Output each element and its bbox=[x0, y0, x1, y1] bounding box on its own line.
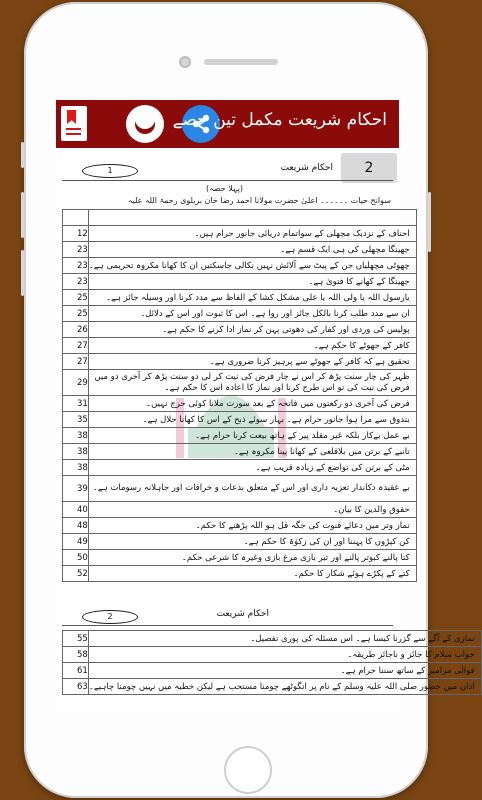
running-title: احکام شریعت bbox=[216, 609, 269, 619]
contents-table bbox=[62, 630, 482, 695]
page-number-cell: 40 bbox=[63, 502, 89, 518]
page-number-cell: 39 bbox=[63, 476, 89, 502]
table-row[interactable] bbox=[63, 663, 482, 679]
page-number-badge[interactable]: 2 bbox=[341, 153, 397, 183]
part-number-oval: 1 bbox=[82, 164, 138, 178]
topic-cell: ظہر کی چار سنت پڑھ کر اس نے چار فرض کی نیت کر لی دو سنت پڑھ کر آخری دو میں فرض کی نیت کی تو اس طرح کرنا اور نماز کا اعادہ اس کا حکم ہے۔ bbox=[88, 370, 416, 396]
topic-cell: یارسول اللہ یا ولی اللہ یا علی مشکل کشا کے الفاظ سے مدد کرنا اور وسیلہ جائز ہے۔ bbox=[88, 290, 416, 306]
night-mode-button[interactable] bbox=[126, 105, 164, 143]
topic-cell: پولیس کی وردی اور کفار کی دھوتی پہن کر نماز ادا کرنے کا حکم ہے۔ bbox=[88, 322, 416, 338]
page-number-cell: 26 bbox=[63, 322, 89, 338]
page-number-cell: 50 bbox=[63, 550, 89, 566]
table-row[interactable] bbox=[63, 444, 417, 460]
topic-cell: جھینگا مچھلی کی ہی ایک قسم ہے۔ bbox=[88, 242, 416, 258]
biography-line: سوانح حیات ۔۔۔۔۔۔ اعلیٰ حضرت مولانا احمد رضا خان بریلوی رحمۃ اللہ علیہ bbox=[127, 196, 391, 205]
page-number-cell: 25 bbox=[63, 306, 89, 322]
table-row[interactable] bbox=[63, 679, 482, 695]
table-row[interactable] bbox=[63, 370, 417, 396]
table-row[interactable] bbox=[63, 647, 482, 663]
topic-cell: مٹی کے برتن کی تواضع کے زیادہ قریب ہے۔ bbox=[88, 460, 416, 476]
table-row[interactable] bbox=[63, 322, 417, 338]
page-number-cell: 63 bbox=[63, 679, 89, 695]
page-number-cell: 49 bbox=[63, 534, 89, 550]
page-number-cell: 23 bbox=[63, 258, 89, 274]
topic-cell: احناف کے نزدیک مچھلی کے سواتمام دریائی جانور حرام ہیں۔ bbox=[88, 226, 416, 242]
part-label: (پہلا حصہ) bbox=[206, 184, 244, 193]
page-number-cell: 58 bbox=[63, 647, 89, 663]
table-row[interactable] bbox=[63, 631, 482, 647]
topic-cell: جواب سلام کا جائز و ناجائز طریقہ۔ bbox=[88, 647, 481, 663]
front-camera bbox=[179, 56, 191, 68]
page-number-cell: 35 bbox=[63, 412, 89, 428]
page-number-cell: 27 bbox=[63, 338, 89, 354]
page-number-cell: 23 bbox=[63, 274, 89, 290]
topic-cell: بے عقیدہ دکاندار تعزیہ داری اور اس کے متعلق بدعات و خرافات اور جاہلانہ رسومات ہے۔ bbox=[88, 476, 416, 502]
side-button bbox=[21, 142, 24, 168]
volume-down-button bbox=[21, 250, 24, 296]
topic-cell: کتا پالنے کبوتر پالنے اور تیر بازی مرغ بازی وغیرہ کا شرعی حکم۔ bbox=[88, 550, 416, 566]
table-row[interactable] bbox=[63, 226, 417, 242]
app-screen bbox=[56, 100, 475, 712]
table-row[interactable] bbox=[63, 274, 417, 290]
table-row[interactable] bbox=[63, 550, 417, 566]
page-number-cell: 52 bbox=[63, 566, 89, 582]
topic-cell: ان سے مدد طلب کرنا بالکل جائز اور روا ہے۔ اس کا ثبوت اور اس کے دلائل۔ bbox=[88, 306, 416, 322]
page-number-cell bbox=[63, 210, 89, 226]
page-number-cell: 38 bbox=[63, 444, 89, 460]
table-row[interactable] bbox=[63, 566, 417, 582]
page-number-cell: 27 bbox=[63, 354, 89, 370]
home-button[interactable] bbox=[224, 746, 272, 794]
bookmark-line bbox=[66, 128, 81, 130]
topic-cell: حقوق والدین کا بیان۔ bbox=[88, 502, 416, 518]
table-row[interactable] bbox=[63, 290, 417, 306]
topic-cell: اذان میں حضور صلی اللہ علیہ وسلم کے نام پر انگوٹھے چومنا مستحب ہے لیکن خطبہ میں نہیں چومنا چاہیے۔ bbox=[88, 679, 481, 695]
table-row[interactable] bbox=[63, 258, 417, 274]
running-title: احکام شریعت bbox=[280, 163, 333, 173]
table-row[interactable] bbox=[63, 518, 417, 534]
topic-cell: جھینگا کے کھانے کا فتویٰ ہے۔ bbox=[88, 274, 416, 290]
page-number-cell: 12 bbox=[63, 226, 89, 242]
page-number-cell: 48 bbox=[63, 518, 89, 534]
bookmark-line bbox=[66, 133, 81, 135]
topic-cell: کن کپڑوں کا پہننا اور ان کی زکوٰۃ کا حکم ہے۔ bbox=[88, 534, 416, 550]
app-bar bbox=[56, 100, 399, 148]
app-title: احکام شریعت مکمل تین حصے bbox=[172, 110, 387, 130]
table-row[interactable] bbox=[63, 210, 417, 226]
table-row[interactable] bbox=[63, 412, 417, 428]
topic-cell: کافر کے جھوٹے کا حکم ہے۔ bbox=[88, 338, 416, 354]
table-row[interactable] bbox=[63, 242, 417, 258]
earpiece-speaker bbox=[204, 59, 278, 65]
table-row[interactable] bbox=[63, 354, 417, 370]
contents-table bbox=[62, 209, 417, 582]
topic-cell: بے عمل بےکار بلکہ غیر مقلد پیر کے ہاتھ بیعت کرنا حرام ہے۔ bbox=[88, 428, 416, 444]
page-number-cell: 29 bbox=[63, 370, 89, 396]
topic-cell: نمازی کے آگے سے گزرنا کیسا ہے۔ اس مسئلہ کی پوری تفصیل۔ bbox=[88, 631, 481, 647]
page-number-cell: 55 bbox=[63, 631, 89, 647]
page-number-cell: 38 bbox=[63, 460, 89, 476]
page-number-cell: 25 bbox=[63, 290, 89, 306]
page-number-cell: 23 bbox=[63, 242, 89, 258]
topic-cell: چھوٹی مچھلیاں جن کے پیٹ سے آلائش نہیں نکالی جاسکتیں ان کا کھانا مکروہ تحریمی ہے۔ bbox=[88, 258, 416, 274]
page-number-cell: 61 bbox=[63, 663, 89, 679]
topic-cell: کتے کے پکڑے ہوئے شکار کا حکم۔ bbox=[88, 566, 416, 582]
table-row[interactable] bbox=[63, 534, 417, 550]
table-row[interactable] bbox=[63, 396, 417, 412]
header-rule bbox=[62, 180, 393, 181]
topic-cell: فرض کی آخری دو رکعتوں میں فاتحہ کے بعد سورت ملانا کوئی حرج نہیں۔ bbox=[88, 396, 416, 412]
topic-cell: تانبے کے برتن میں بلاقلعی کے کھانا پینا مکروہ ہے۔ bbox=[88, 444, 416, 460]
topic-cell: تحقیق ہے کہ کافر کے جھوٹے سے پرہیز کرنا ضروری ہے۔ bbox=[88, 354, 416, 370]
book-page[interactable] bbox=[56, 148, 475, 712]
page-number-cell: 38 bbox=[63, 428, 89, 444]
page-number-cell: 31 bbox=[63, 396, 89, 412]
topic-cell: قوالی مزامیر کے ساتھ سننا حرام ہے۔ bbox=[88, 663, 481, 679]
bookmark-button[interactable] bbox=[61, 106, 87, 141]
table-row[interactable] bbox=[63, 460, 417, 476]
volume-up-button bbox=[21, 192, 24, 238]
power-button bbox=[428, 192, 431, 252]
topic-cell bbox=[88, 210, 416, 226]
header-rule bbox=[62, 625, 393, 626]
topic-cell: بندوق سے مرا ہوا جانور حرام ہے۔ بہار سوئے ذبح کے اس کا کھانا حلال ہے۔ bbox=[88, 412, 416, 428]
table-row[interactable] bbox=[63, 306, 417, 322]
table-row[interactable] bbox=[63, 502, 417, 518]
table-row[interactable] bbox=[63, 428, 417, 444]
moon-icon bbox=[132, 111, 158, 137]
topic-cell: نماز وتر میں دعائے قنوت کی جگہ قل ہو اللہ پڑھنے کا حکم۔ bbox=[88, 518, 416, 534]
table-row[interactable] bbox=[63, 338, 417, 354]
table-row[interactable] bbox=[63, 476, 417, 502]
bookmark-icon bbox=[67, 110, 76, 124]
part-number-oval: 2 bbox=[82, 610, 138, 624]
